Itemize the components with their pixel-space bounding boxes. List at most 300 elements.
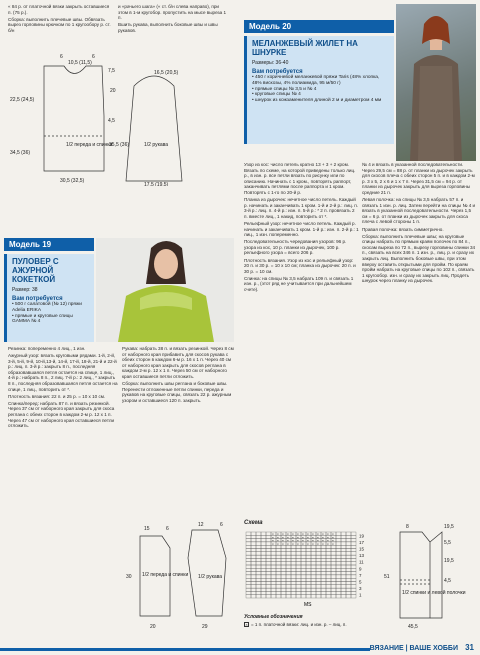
schematic-label: 19,5 <box>444 558 454 564</box>
chart-cell <box>251 558 256 561</box>
chart-cell <box>251 565 256 568</box>
chart-cell <box>351 595 356 598</box>
schematic-label: 30,5 (32,5) <box>60 178 85 184</box>
chart-cell <box>296 575 301 578</box>
chart-cell <box>341 588 346 591</box>
chart-cell <box>261 535 266 538</box>
chart-cell <box>271 568 276 571</box>
chart-cell <box>266 595 271 598</box>
chart-cell <box>261 575 266 578</box>
chart-cell <box>276 575 281 578</box>
chart-cell <box>246 545 251 548</box>
chart-cell <box>251 532 256 535</box>
chart-row-label: 9 <box>359 566 362 572</box>
chart-cell <box>331 568 336 571</box>
chart-cell <box>256 588 261 591</box>
chart-cell <box>351 565 356 568</box>
top-text-mid <box>118 4 230 35</box>
chart-cell <box>251 549 256 552</box>
chart-cell <box>306 562 311 565</box>
chart-cell <box>306 591 311 594</box>
chart-cell <box>326 578 331 581</box>
footer-rule <box>0 648 370 651</box>
chart-cell <box>256 542 261 545</box>
chart-cell <box>251 552 256 555</box>
chart-cell <box>336 595 341 598</box>
chart-cell <box>346 558 351 561</box>
knit-stitch-mark: × <box>272 535 274 540</box>
chart-cell <box>291 591 296 594</box>
chart-cell <box>336 578 341 581</box>
chart-cell <box>346 565 351 568</box>
chart-cell <box>246 591 251 594</box>
chart-cell <box>316 595 321 598</box>
chart-cell <box>311 558 316 561</box>
model-20-text-col2 <box>362 162 476 285</box>
chart-cell <box>341 562 346 565</box>
paragraph: Сборка: выполнить плечевые швы; на круговые спицы набрать по прямым краям полочек по 84 п., скосам выреза по 72 п., вырезу горловины спинки 34 п., связать на всех 346 п. 1 изн. р., лиц. р. и сразу их закрыть лиц. Выполнить боковые швы, при этом вверху оставить открытыми для пройм. По краям пройм набрать на круговые спицы по 102 п., связать 1 кругообор. изн. и сразу их закрыть лиц. Продеть шнурок через планку из дырочек. <box>362 233 476 284</box>
chart-cell <box>246 558 251 561</box>
chart-cell <box>311 552 316 555</box>
schematic-label: 16,5 (20,5) <box>154 70 179 76</box>
knit-stitch-mark: × <box>332 538 334 543</box>
chart-cell <box>331 572 336 575</box>
chart-cell <box>246 585 251 588</box>
knit-stitch-mark: × <box>302 532 304 536</box>
chart-cell <box>341 578 346 581</box>
chart-cell <box>276 591 281 594</box>
schematic-label: 29 <box>202 624 208 630</box>
chart-cell <box>281 585 286 588</box>
chart-row-label: 13 <box>359 553 365 559</box>
knit-stitch-mark: × <box>272 541 274 546</box>
paragraph: Вшить рукава, выполнить боковые швы и швы рукавов. <box>118 22 218 33</box>
chart-cell <box>346 585 351 588</box>
knit-stitch-mark: × <box>307 535 309 540</box>
chart-cell <box>316 558 321 561</box>
chart-cell <box>351 549 356 552</box>
knit-stitch-mark: × <box>282 538 284 543</box>
chart-cell <box>251 572 256 575</box>
knit-stitch-mark: × <box>292 535 294 540</box>
schematic-label: 35,5 (36) <box>109 142 130 148</box>
knitting-chart <box>244 530 380 608</box>
chart-row-label: 11 <box>359 559 364 565</box>
knit-stitch-mark: × <box>307 532 309 536</box>
chart-cell <box>261 595 266 598</box>
chart-cell <box>296 591 301 594</box>
chart-cell <box>251 595 256 598</box>
chart-cell <box>296 552 301 555</box>
chart-cell <box>286 549 291 552</box>
chart-cell <box>331 578 336 581</box>
chart-cell <box>256 595 261 598</box>
model-20-tag: Модель 20 <box>244 20 394 33</box>
schematic-label: 17,5 (19,5) <box>144 182 169 186</box>
chart-cell <box>321 568 326 571</box>
chart-cell <box>336 539 341 542</box>
chart-cell <box>266 555 271 558</box>
chart-cell <box>291 575 296 578</box>
model-20-item: • прямые спицы № 3,5 и № 4 <box>252 86 317 92</box>
knit-stitch-mark: × <box>327 532 329 536</box>
paragraph: Правая полочка: вязать симметрично. <box>362 226 444 232</box>
chart-cell <box>256 565 261 568</box>
chart-cell <box>351 542 356 545</box>
chart-cell <box>291 549 296 552</box>
schematic-label: 45,5 <box>408 624 418 630</box>
schematic-label: 22,5 (24,5) <box>10 97 35 103</box>
chart-cell <box>341 545 346 548</box>
chart-cell <box>266 539 271 542</box>
paragraph: Резинка: попеременно 4 лиц., 1 изн. <box>8 346 86 351</box>
chart-cell <box>321 562 326 565</box>
knit-stitch-mark: × <box>322 541 324 546</box>
chart-cell <box>246 542 251 545</box>
chart-cell <box>326 558 331 561</box>
chart-cell <box>316 591 321 594</box>
chart-cell <box>266 549 271 552</box>
chart-cell <box>306 572 311 575</box>
knit-stitch-mark: × <box>287 535 289 540</box>
knit-stitch-mark: × <box>312 532 314 536</box>
chart-cell <box>321 549 326 552</box>
chart-cell <box>336 562 341 565</box>
paragraph: Сборка: выполнить плечевые швы. Обвязать вырез горловины крючком по 1 кругообору р. ст. б/н <box>8 16 111 33</box>
schematic-label: 4,5 <box>108 118 115 124</box>
chart-cell <box>346 535 351 538</box>
chart-cell <box>351 545 356 548</box>
schematic-label: 6 <box>220 522 223 528</box>
chart-cell <box>251 535 256 538</box>
chart-cell <box>331 549 336 552</box>
knit-stitch-icon: × <box>245 622 248 627</box>
chart-cell <box>341 552 346 555</box>
chart-cell <box>311 595 316 598</box>
knit-stitch-mark: × <box>327 535 329 540</box>
paragraph: « 84 р. от платочной вязки закрыть оставшиеся п. (75 р.). <box>8 4 110 15</box>
knit-stitch-mark: × <box>322 538 324 543</box>
chart-cell <box>326 562 331 565</box>
chart-cell <box>271 588 276 591</box>
chart-label-ms: MS <box>304 602 312 608</box>
magazine-name: ВЯЗАНИЕ | ВАШЕ ХОББИ <box>369 645 458 652</box>
knit-stitch-mark: × <box>332 541 334 546</box>
chart-cell <box>306 585 311 588</box>
chart-cell <box>351 582 356 585</box>
chart-cell <box>326 572 331 575</box>
chart-cell <box>311 585 316 588</box>
chart-cell <box>246 578 251 581</box>
chart-cell <box>256 535 261 538</box>
paragraph: Спинка/перед: набрать 87 п. и вязать резинкой. Через 37 см от наборного края закрыть для скоса реглана с обеих сторон в каждом 2-м р. 12 х 1 п. Через 47 см от наборного края оставшиеся петли отложить. <box>8 400 115 429</box>
chart-row-label: 1 <box>359 592 362 598</box>
chart-cell <box>336 572 341 575</box>
chart-cell <box>316 562 321 565</box>
model-20-schematic <box>382 518 478 630</box>
chart-cell <box>256 582 261 585</box>
chart-cell <box>266 535 271 538</box>
chart-cell <box>321 552 326 555</box>
chart-cell <box>271 595 276 598</box>
schematic-label: 6 <box>60 54 63 60</box>
knit-stitch-mark: × <box>317 541 319 546</box>
chart-cell <box>301 562 306 565</box>
knit-stitch-mark: × <box>277 535 279 540</box>
chart-cell <box>261 562 266 565</box>
chart-cell <box>341 572 346 575</box>
chart-cell <box>296 549 301 552</box>
knit-stitch-mark: × <box>277 538 279 543</box>
schematic-label: 15 <box>144 526 150 532</box>
chart-cell <box>331 585 336 588</box>
chart-cell <box>276 555 281 558</box>
chart-cell <box>326 575 331 578</box>
chart-cell <box>301 549 306 552</box>
chart-cell <box>261 591 266 594</box>
chart-cell <box>346 545 351 548</box>
chart-cell <box>346 588 351 591</box>
chart-cell <box>326 565 331 568</box>
chart-cell <box>346 552 351 555</box>
chart-cell <box>256 562 261 565</box>
chart-cell <box>346 568 351 571</box>
chart-cell <box>301 588 306 591</box>
top-text-left <box>8 4 114 35</box>
chart-cell <box>266 575 271 578</box>
chart-cell <box>321 595 326 598</box>
knit-stitch-mark: × <box>312 538 314 543</box>
chart-cell <box>256 558 261 561</box>
chart-cell <box>256 552 261 555</box>
chart-cell <box>281 552 286 555</box>
chart-cell <box>281 575 286 578</box>
knit-stitch-mark: × <box>297 535 299 540</box>
chart-cell <box>246 568 251 571</box>
schematic-label: 1/2 рукава <box>144 142 169 148</box>
chart-cell <box>306 555 311 558</box>
chart-cell <box>316 588 321 591</box>
chart-cell <box>276 588 281 591</box>
chart-cell <box>331 595 336 598</box>
model-19-photo <box>96 238 234 342</box>
paragraph: Плотность вязания: 22 п. и 25 р. = 10 х 10 см. <box>8 393 106 399</box>
chart-cell <box>246 549 251 552</box>
chart-cell <box>261 578 266 581</box>
chart-cell <box>351 552 356 555</box>
knit-stitch-mark: × <box>317 532 319 536</box>
chart-cell <box>336 535 341 538</box>
chart-cell <box>246 572 251 575</box>
chart-title: Схема <box>244 520 263 526</box>
chart-cell <box>341 555 346 558</box>
chart-cell <box>306 549 311 552</box>
chart-cell <box>281 558 286 561</box>
chart-cell <box>246 552 251 555</box>
chart-cell <box>346 532 351 535</box>
chart-cell <box>251 585 256 588</box>
model-20-figure <box>396 4 476 161</box>
schematic-label: 6 <box>92 54 95 60</box>
chart-cell <box>321 588 326 591</box>
chart-cell <box>326 585 331 588</box>
paragraph: Узор из кос: число петель кратно 13 + 3 + 2 кром. Вязать по схеме, на которой приведены только лиц. р., в изн. р. все петли вязать по рисунку или по описанию. Начинать с 1 кром., повторять раппорт, заканчивать петлями после раппорта и 1 кром. Повторять с 1-го по 20-й р. <box>244 162 356 195</box>
chart-cell <box>281 572 286 575</box>
chart-cell <box>291 595 296 598</box>
chart-cell <box>251 568 256 571</box>
chart-cell <box>256 549 261 552</box>
chart-cell <box>331 588 336 591</box>
chart-row-label: 17 <box>359 539 365 545</box>
knit-stitch-mark: × <box>282 532 284 536</box>
chart-cell <box>296 572 301 575</box>
chart-cell <box>261 545 266 548</box>
knit-stitch-mark: × <box>287 541 289 546</box>
chart-cell <box>256 532 261 535</box>
chart-cell <box>316 578 321 581</box>
chart-cell <box>286 595 291 598</box>
chart-cell <box>286 572 291 575</box>
chart-cell <box>351 568 356 571</box>
knit-stitch-mark: × <box>312 541 314 546</box>
chart-cell <box>271 585 276 588</box>
chart-cell <box>346 582 351 585</box>
schematic-label: 6 <box>166 526 169 532</box>
schematic-label: 20 <box>110 88 116 94</box>
chart-cell <box>296 562 301 565</box>
knit-stitch-mark: × <box>292 541 294 546</box>
chart-cell <box>336 585 341 588</box>
chart-cell <box>261 572 266 575</box>
chart-cell <box>326 595 331 598</box>
chart-cell <box>311 578 316 581</box>
knit-stitch-mark: × <box>302 541 304 546</box>
knit-stitch-mark: × <box>282 535 284 540</box>
knit-stitch-mark: × <box>317 538 319 543</box>
chart-cell <box>291 565 296 568</box>
chart-cell <box>301 575 306 578</box>
chart-cell <box>286 575 291 578</box>
chart-cell <box>271 555 276 558</box>
model-20-photo <box>396 4 476 161</box>
chart-cell <box>316 568 321 571</box>
knit-stitch-mark: × <box>292 538 294 543</box>
chart-cell <box>296 578 301 581</box>
chart-cell <box>281 562 286 565</box>
chart-cell <box>301 582 306 585</box>
page-number: 31 <box>465 643 474 652</box>
chart-cell <box>306 565 311 568</box>
chart-cell <box>286 555 291 558</box>
chart-cell <box>266 562 271 565</box>
chart-cell <box>301 552 306 555</box>
knit-stitch-mark: × <box>302 535 304 540</box>
chart-cell <box>286 568 291 571</box>
paragraph: Планка из дырочек: нечетное число петель. Каждый р. начинать и заканчивать 1 кром. 1-й и 2-й р.: лиц. п. 3-й р.: лиц. п. 4-й р.: изн. п. 5-й р.: * 2 п. провязать 2 п. вместе лиц., 1 накид, повторить от *. <box>244 197 359 219</box>
chart-cell <box>296 558 301 561</box>
chart-cell <box>271 572 276 575</box>
knit-stitch-mark: × <box>307 538 309 543</box>
chart-cell <box>306 578 311 581</box>
chart-cell <box>271 591 276 594</box>
chart-cell <box>306 588 311 591</box>
page-footer <box>0 639 480 655</box>
chart-cell <box>326 552 331 555</box>
chart-cell <box>261 582 266 585</box>
chart-cell <box>256 585 261 588</box>
knit-stitch-mark: × <box>297 541 299 546</box>
chart-cell <box>251 575 256 578</box>
model-19-schematic <box>122 518 242 636</box>
chart-cell <box>261 539 266 542</box>
chart-cell <box>351 572 356 575</box>
chart-cell <box>276 549 281 552</box>
paragraph: Плотность вязания. Узор из кос и рельефный узор: 20 п. и 30 р. = 10 х 10 см; планка из дырочек: 20 п. и 30 р. = 10 см. <box>244 257 356 274</box>
chart-cell <box>281 555 286 558</box>
chart-cell <box>311 572 316 575</box>
chart-cell <box>251 591 256 594</box>
chart-cell <box>341 542 346 545</box>
chart-cell <box>251 562 256 565</box>
chart-cell <box>346 539 351 542</box>
chart-cell <box>336 549 341 552</box>
chart-cell <box>296 582 301 585</box>
chart-cell <box>316 552 321 555</box>
chart-cell <box>261 542 266 545</box>
chart-cell <box>346 575 351 578</box>
schematic-label: 4,5 <box>444 578 451 584</box>
model-19-title: ПУЛОВЕР С АЖУРНОЙ КОКЕТКОЙ <box>12 257 59 284</box>
paragraph: Рукава: набрать 38 п. и вязать резинкой. Через 8 см от наборного края прибавить для скосов рукава с обеих сторон в каждом 6-м р. 16 х 1 п. Через 40 см от наборного края закрыть для скосов реглана в каждом 2-м р. 12 х 1 п. Через 50 см от наборного края оставшиеся петли отложить. <box>122 346 234 379</box>
chart-cell <box>286 588 291 591</box>
model-20-size: Размеры: 36-40 <box>252 60 289 66</box>
chart-cell <box>311 555 316 558</box>
chart-cell <box>341 539 346 542</box>
chart-cell <box>256 555 261 558</box>
chart-cell <box>261 558 266 561</box>
chart-cell <box>311 562 316 565</box>
chart-cell <box>316 572 321 575</box>
chart-cell <box>331 558 336 561</box>
knit-stitch-mark: × <box>327 538 329 543</box>
chart-cell <box>351 555 356 558</box>
chart-cell <box>306 582 311 585</box>
model-19-item: • 500 г салатовой (№ 12) пряжи Adelia ERIKA <box>12 302 82 313</box>
chart-cell <box>326 555 331 558</box>
chart-cell <box>351 585 356 588</box>
chart-cell <box>296 568 301 571</box>
chart-cell <box>336 568 341 571</box>
chart-cell <box>321 582 326 585</box>
model-20-need: Вам потребуется <box>252 69 303 75</box>
chart-cell <box>321 572 326 575</box>
chart-cell <box>301 595 306 598</box>
chart-cell <box>326 582 331 585</box>
chart-cell <box>311 568 316 571</box>
chart-row-label: 3 <box>359 586 362 592</box>
model-19-text-col1 <box>8 346 118 430</box>
chart-cell <box>331 591 336 594</box>
chart-cell <box>276 572 281 575</box>
model-20-title-box <box>244 36 394 144</box>
chart-cell <box>306 575 311 578</box>
chart-cell <box>336 575 341 578</box>
chart-cell <box>291 562 296 565</box>
chart-cell <box>271 549 276 552</box>
model-19-need: Вам потребуется <box>12 296 63 302</box>
chart-cell <box>311 591 316 594</box>
chart-cell <box>251 588 256 591</box>
